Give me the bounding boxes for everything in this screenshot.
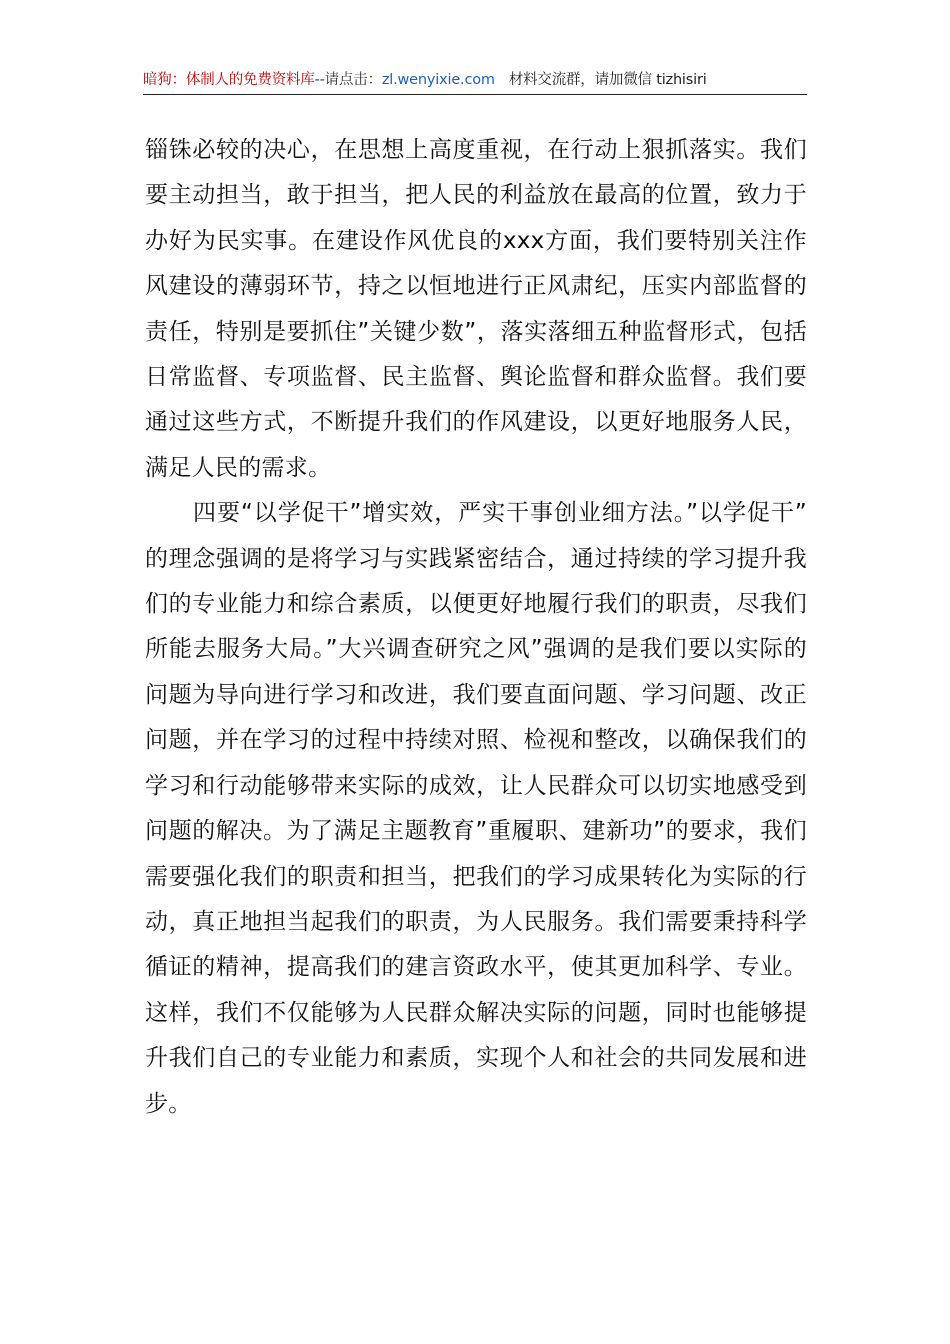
paragraph-continued: 锱铢必较的决心，在思想上高度重视，在行动上狠抓落实。我们要主动担当，敢于担当，把人民的利益放在最高的位置，致力于办好为民实事。在建设作风优良的xxx方面，我们要特别关注作风建设的薄弱环节，持之以恒地进行正风肃纪，压实内部监督的责任，特别是要抓住”关键少数”，落实落细五种监督形式，包括日常监督、专项监督、民主监督、舆论监督和群众监督。我们要通过这些方式，不断提升我们的作风建设，以更好地服务人民，满足人民的需求。: [145, 137, 807, 481]
header-link[interactable]: zl.wenyixie.com: [381, 72, 495, 88]
header-wechat-note: 材料交流群，请加微信 tizhisiri: [508, 72, 707, 88]
header-click-prompt: --请点击：: [314, 72, 382, 88]
header-brand: 暗狗：体制人的免费资料库: [143, 72, 315, 88]
page-header: [143, 66, 807, 95]
document-body: [145, 128, 807, 1127]
paragraph-fourth-point: 四要“以学促干”增实效，严实干事创业细方法。”以学促干”的理念强调的是将学习与实践紧密结合，通过持续的学习提升我们的专业能力和综合素质，以便更好地履行我们的职责，尽我们所能去服务大局。”大兴调查研究之风”强调的是我们要以实际的问题为导向进行学习和改进，我们要直面问题、学习问题、改正问题，并在学习的过程中持续对照、检视和整改，以确保我们的学习和行动能够带来实际的成效，让人民群众可以切实地感受到问题的解决。为了满足主题教育”重履职、建新功”的要求，我们需要强化我们的职责和担当，把我们的学习成果转化为实际的行动，真正地担当起我们的职责，为人民服务。我们需要秉持科学循证的精神，提高我们的建言资政水平，使其更加科学、专业。这样，我们不仅能够为人民群众解决实际的问题，同时也能够提升我们自己的专业能力和素质，实现个人和社会的共同发展和进步。: [145, 500, 807, 1117]
